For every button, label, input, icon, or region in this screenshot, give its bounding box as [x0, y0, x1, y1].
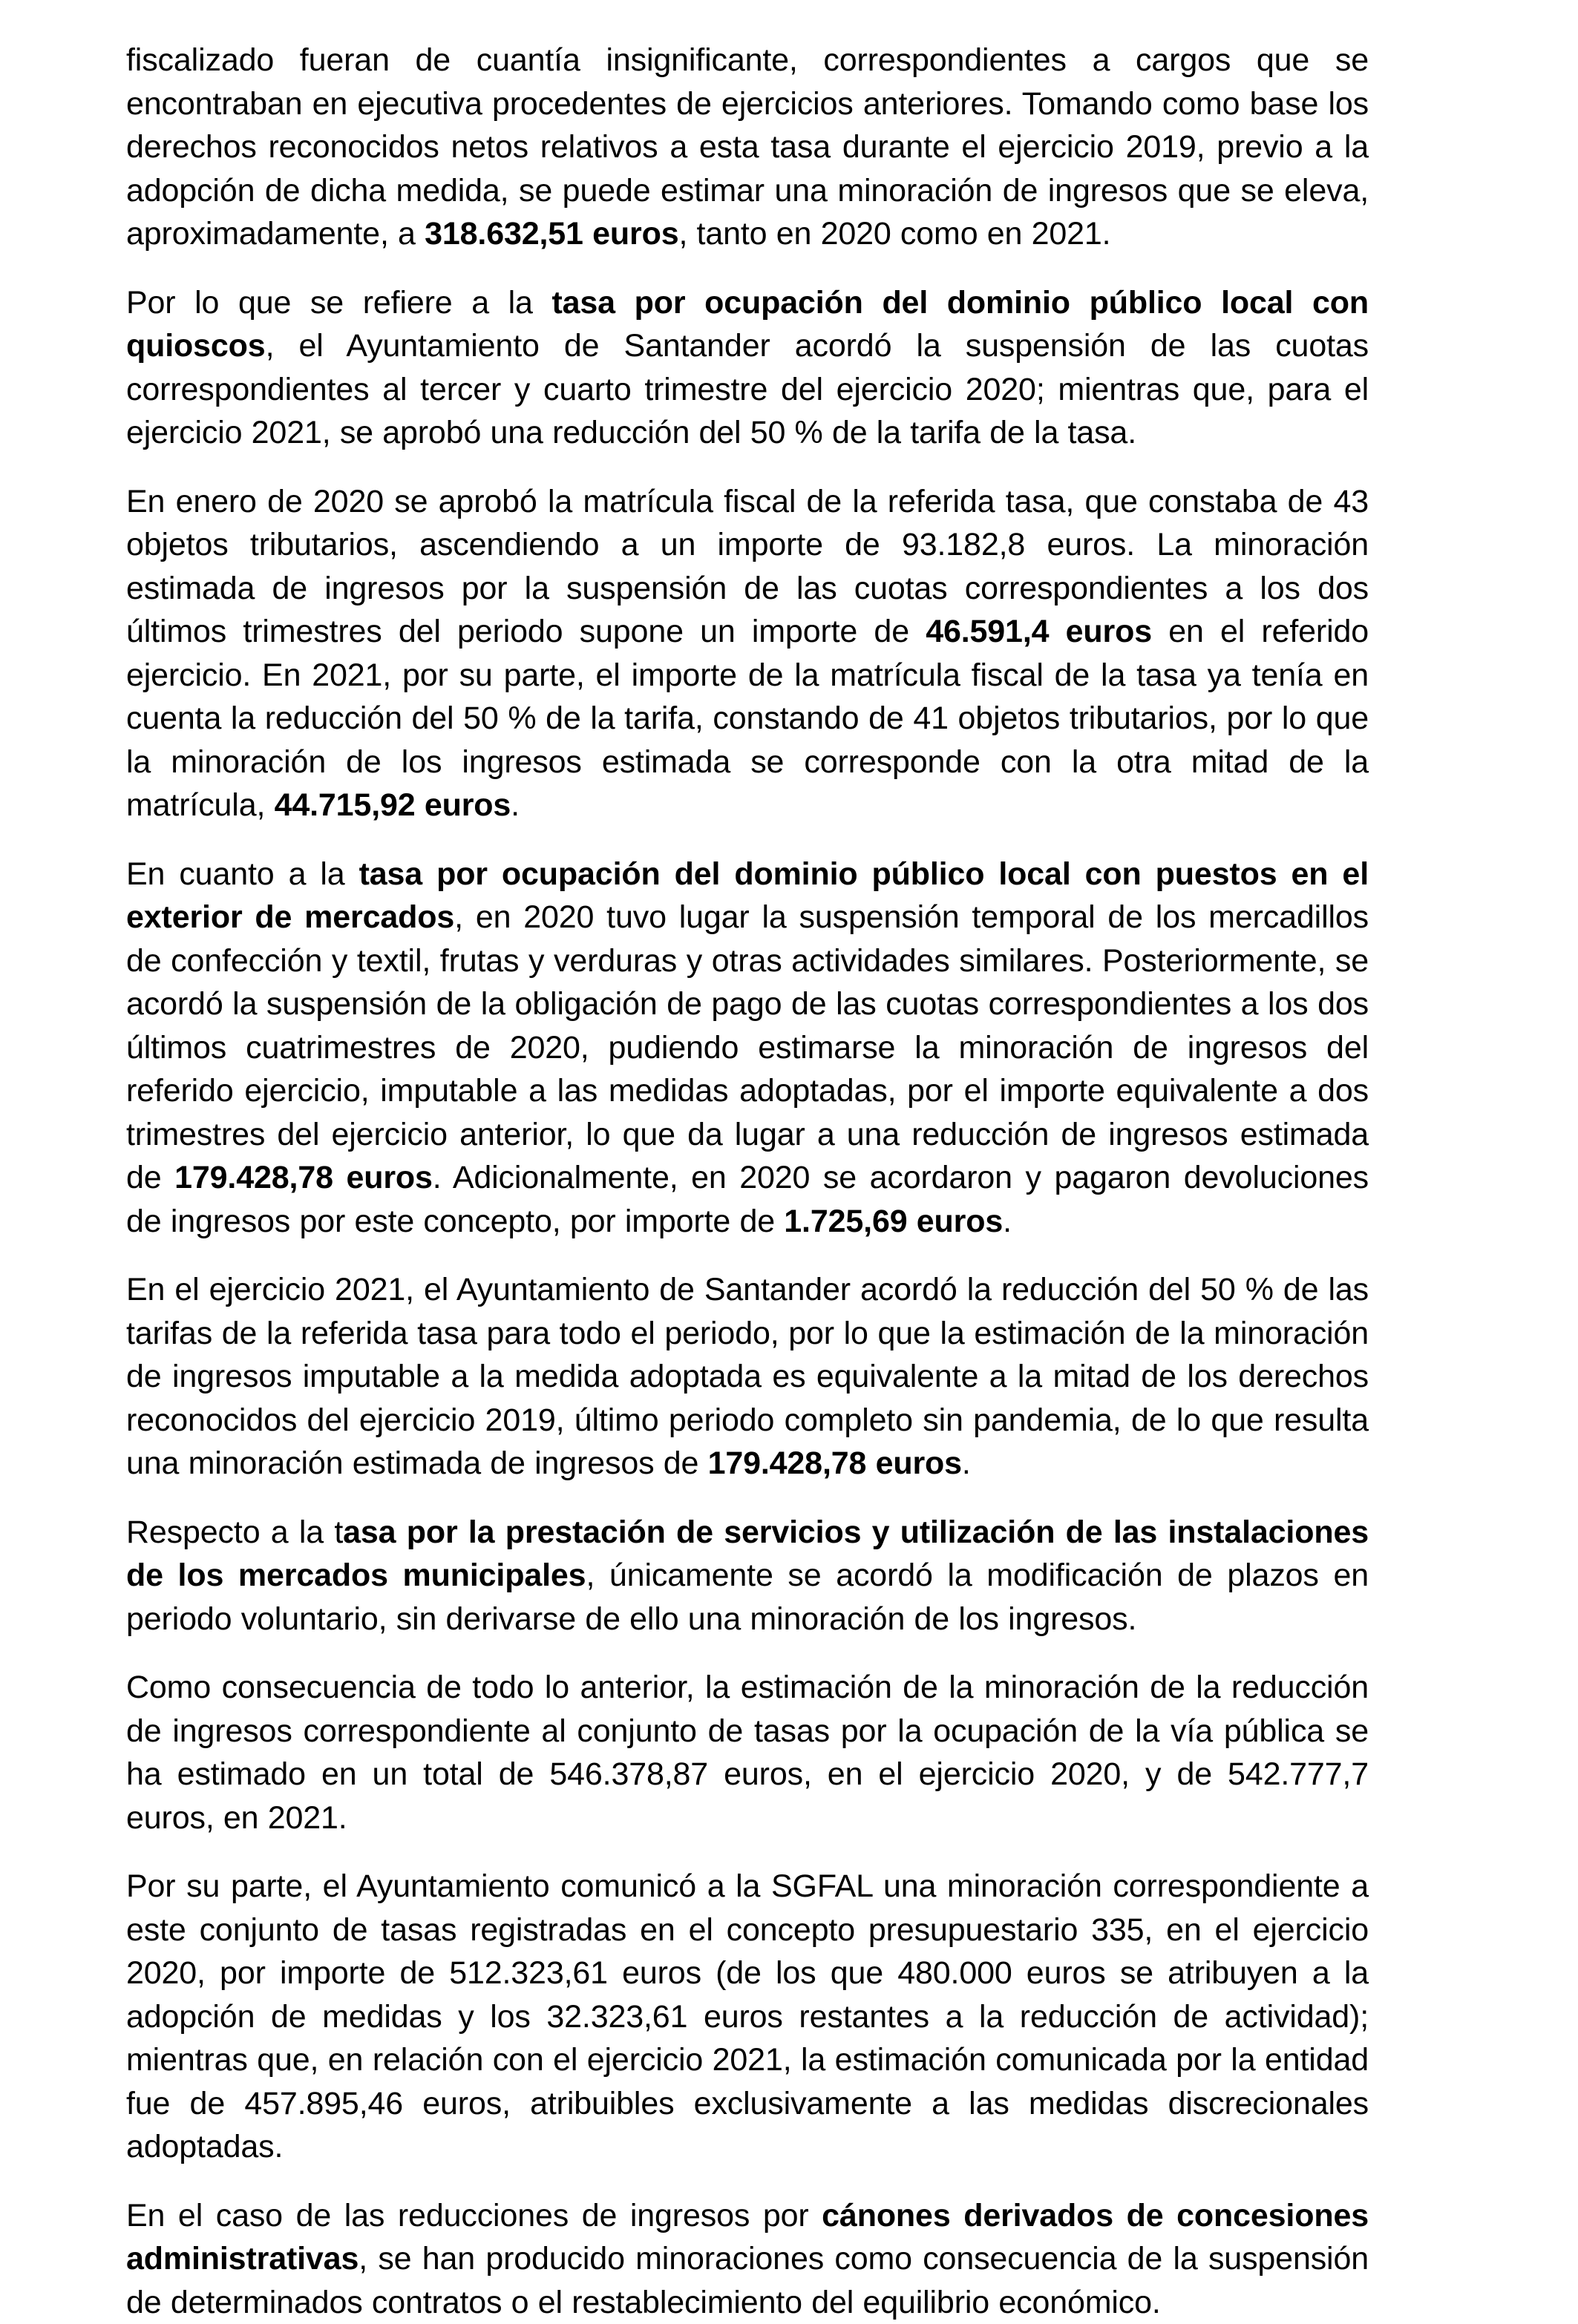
paragraph-ejercicio-2021-reduccion [126, 1268, 1369, 1486]
emphasis-text: cánones derivados de concesiones administrativas [126, 2198, 1369, 2277]
paragraph-puestos-exterior-mercados [126, 853, 1369, 1244]
paragraph-comunicacion-sgfal [126, 1865, 1369, 2169]
body-text: Por su parte, el Ayuntamiento comunicó a la SGFAL una minoración correspondiente a este conjunto de tasas registradas en el concepto presupuestario 335, en el ejercicio 2020, por importe de 512.323,61 euros (de los que 480.000 euros se atribuyen a la adopción de medidas y los 32.323,61 euros restantes a la reducción de actividad); mientras que, en relación con el ejercicio 2021, la estimación comunicada por la entidad fue de 457.895,46 euros, atribuibles exclusivamente a las medidas discrecionales adoptadas. [126, 1868, 1369, 2164]
paragraph-tasa-insignificante [126, 39, 1369, 256]
emphasis-text: 179.428,78 euros [708, 1445, 962, 1481]
body-text: , en 2020 tuvo lugar la suspensión temporal de los mercadillos de confección y textil, frutas y verduras y otras actividades similares. Posteriormente, se acordó la suspensión de la obligación de pago de las cuotas correspondientes a los dos últimos cuatrimestres de 2020, pudiendo estimarse la minoración de ingresos del referido ejercicio, imputable a las medidas adoptadas, por el importe equivalente a dos trimestres del ejercicio anterior, lo que da lugar a una reducción de ingresos estimada de [126, 899, 1369, 1195]
body-text: Por lo que se refiere a la [126, 285, 551, 321]
paragraph-quioscos [126, 281, 1369, 455]
paragraph-total-via-publica [126, 1666, 1369, 1839]
body-text: en el referido ejercicio. En 2021, por su parte, el importe de la matrícula fiscal de la tasa ya tenía en cuenta la reducción del 50 % de la tarifa, constando de 41 objetos tributarios, por lo que la minoración de los ingresos estimada se corresponde con la otra mitad de la matrícula, [126, 614, 1369, 823]
body-text: Como consecuencia de todo lo anterior, la estimación de la minoración de la reducción de ingresos correspondiente al conjunto de tasas por la ocupación de la vía pública se ha estimado en un total de 546.378,87 euros, en el ejercicio 2020, y de 542.777,7 euros, en 2021. [126, 1670, 1369, 1836]
emphasis-text: 44.715,92 euros [275, 787, 511, 823]
paragraph-mercados-municipales [126, 1511, 1369, 1641]
body-text: , el Ayuntamiento de Santander acordó la suspensión de las cuotas correspondientes al tercer y cuarto trimestre del ejercicio 2020; mientras que, para el ejercicio 2021, se aprobó una reducción del 50 % de la tarifa de la tasa. [126, 328, 1369, 450]
paragraph-matricula-fiscal [126, 480, 1369, 827]
body-text: En el ejercicio 2021, el Ayuntamiento de Santander acordó la reducción del 50 % de las tarifas de la referida tasa para todo el periodo, por lo que la estimación de la minoración de ingresos imputable a la medida adoptada es equivalente a la mitad de los derechos reconocidos del ejercicio 2019, último periodo completo sin pandemia, de lo que resulta una minoración estimada de ingresos de [126, 1272, 1369, 1481]
emphasis-text: asa por la prestación de servicios y utilización de las instalaciones de los mercados municipales [126, 1514, 1369, 1594]
document-text-column [126, 39, 1369, 2324]
body-text: . [1003, 1204, 1012, 1239]
body-text: . [962, 1445, 971, 1481]
emphasis-text: 1.725,69 euros [784, 1204, 1003, 1239]
body-text: En cuanto a la [126, 856, 359, 892]
emphasis-text: tasa por ocupación del dominio público local con puestos en el exterior de mercados [126, 856, 1369, 936]
body-text: Respecto a la t [126, 1514, 343, 1550]
emphasis-text: 46.591,4 euros [926, 614, 1152, 649]
body-text: En el caso de las reducciones de ingresos por [126, 2198, 822, 2233]
body-text: , únicamente se acordó la modificación de plazos en periodo voluntario, sin derivarse de ello una minoración de los ingresos. [126, 1557, 1369, 1637]
body-text: fiscalizado fueran de cuantía insignificante, correspondientes a cargos que se encontraban en ejecutiva procedentes de ejercicios anteriores. Tomando como base los derechos reconocidos netos relativos a esta tasa durante el ejercicio 2019, previo a la adopción de dicha medida, se puede estimar una minoración de ingresos que se eleva, aproximadamente, a [126, 42, 1369, 252]
emphasis-text: 179.428,78 euros [174, 1160, 433, 1195]
emphasis-text: tasa por ocupación del dominio público local con quioscos [126, 285, 1369, 364]
body-text: . [511, 787, 520, 823]
emphasis-text: 318.632,51 euros [425, 216, 678, 252]
body-text: . Adicionalmente, en 2020 se acordaron y pagaron devoluciones de ingresos por este concepto, por importe de [126, 1160, 1369, 1239]
body-text: , tanto en 2020 como en 2021. [678, 216, 1110, 252]
paragraph-canones-concesiones [126, 2194, 1369, 2324]
body-text: , se han producido minoraciones como consecuencia de la suspensión de determinados contratos o el restablecimiento del equilibrio económico. [126, 2241, 1369, 2320]
body-text: En enero de 2020 se aprobó la matrícula fiscal de la referida tasa, que constaba de 43 objetos tributarios, ascendiendo a un importe de 93.182,8 euros. La minoración estimada de ingresos por la suspensión de las cuotas correspondientes a los dos últimos trimestres del periodo supone un importe de [126, 484, 1369, 650]
